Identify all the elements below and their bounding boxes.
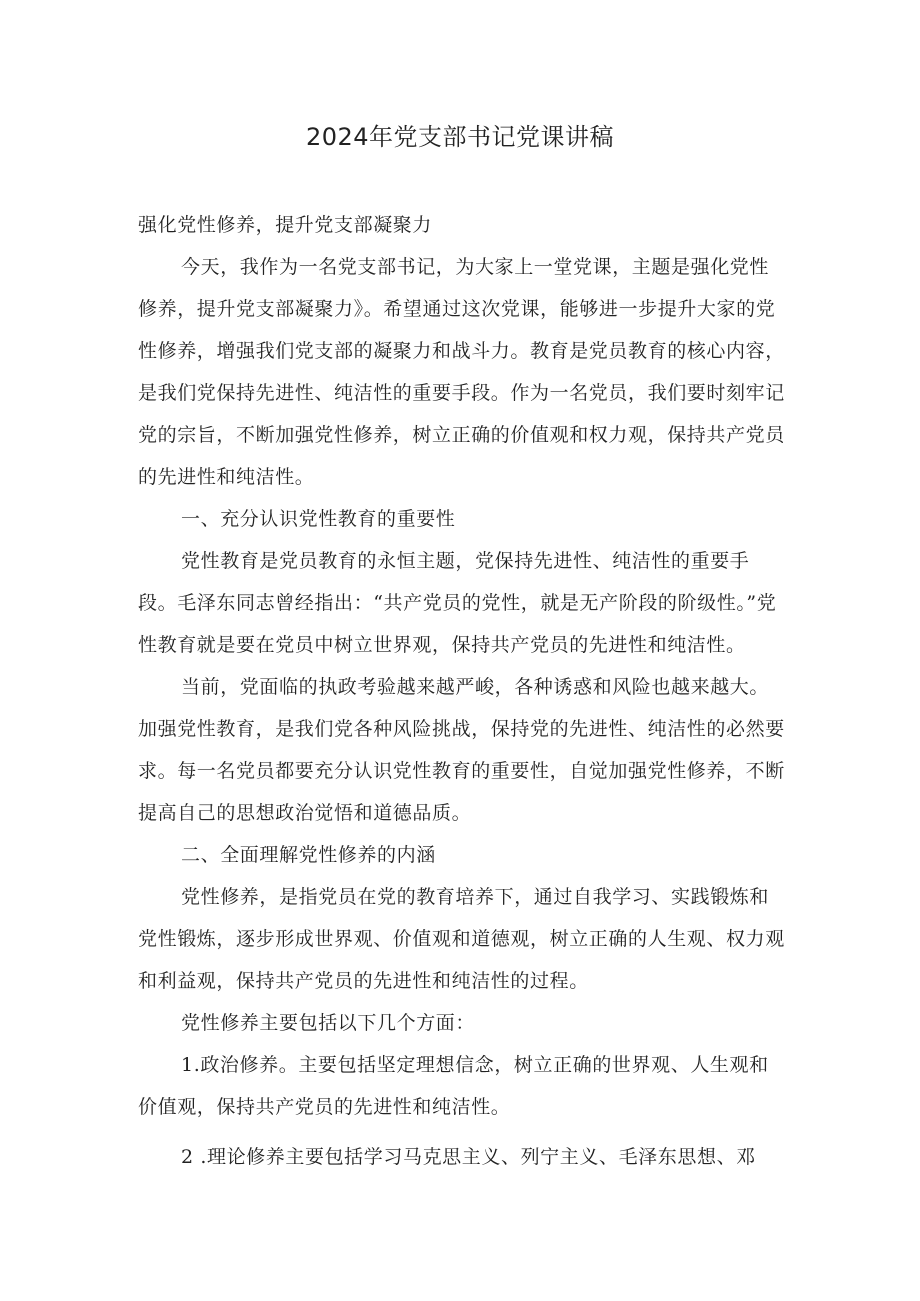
document-body — [138, 204, 788, 1178]
body-paragraph: 党性修养，是指党员在党的教育培养下，通过自我学习、实践锻炼和党性锻炼，逐步形成世界观、价值观和道德观，树立正确的人生观、权力观和利益观，保持共产党员的先进性和纯洁性的过程。 — [138, 886, 785, 992]
list-item: 2 .理论修养主要包括学习马克思主义、列宁主义、毛泽东思想、邓 — [181, 1146, 756, 1168]
body-paragraph: 当前，党面临的执政考验越来越严峻，各种诱惑和风险也越来越大。加强党性教育，是我们党各种风险挑战，保持党的先进性、纯洁性的必然要求。每一名党员都要充分认识党性教育的重要性，自觉加强党性修养，不断提高自己的思想政治觉悟和道德品质。 — [138, 676, 785, 824]
body-paragraph: 党性教育是党员教育的永恒主题，党保持先进性、纯洁性的重要手段。毛泽东同志曾经指出：“共产党员的党性，就是无产阶段的阶级性。”党性教育就是要在党员中树立世界观，保持共产党员的先进性和纯洁性。 — [138, 550, 777, 656]
body-paragraph: 党性修养主要包括以下几个方面： — [181, 1012, 476, 1034]
section-heading-1: 一、充分认识党性教育的重要性 — [181, 508, 456, 530]
document-subtitle: 强化党性修养，提升党支部凝聚力 — [138, 214, 433, 236]
list-item: 1.政治修养。主要包括坚定理想信念，树立正确的世界观、人生观和价值观，保持共产党员的先进性和纯洁性。 — [138, 1054, 769, 1118]
intro-paragraph: 今天，我作为一名党支部书记，为大家上一堂党课，主题是强化党性修养，提升党支部凝聚力》。希望通过这次党课，能够进一步提升大家的党性修养，增强我们党支部的凝聚力和战斗力。教育是党员教育的核心内容，是我们党保持先进性、纯洁性的重要手段。作为一名党员，我们要时刻牢记党的宗旨，不断加强党性修养，树立正确的价值观和权力观，保持共产党员的先进性和纯洁性。 — [138, 256, 785, 488]
section-heading-2: 二、全面理解党性修养的内涵 — [181, 844, 436, 866]
document-title: 2024年党支部书记党课讲稿 — [305, 123, 615, 151]
